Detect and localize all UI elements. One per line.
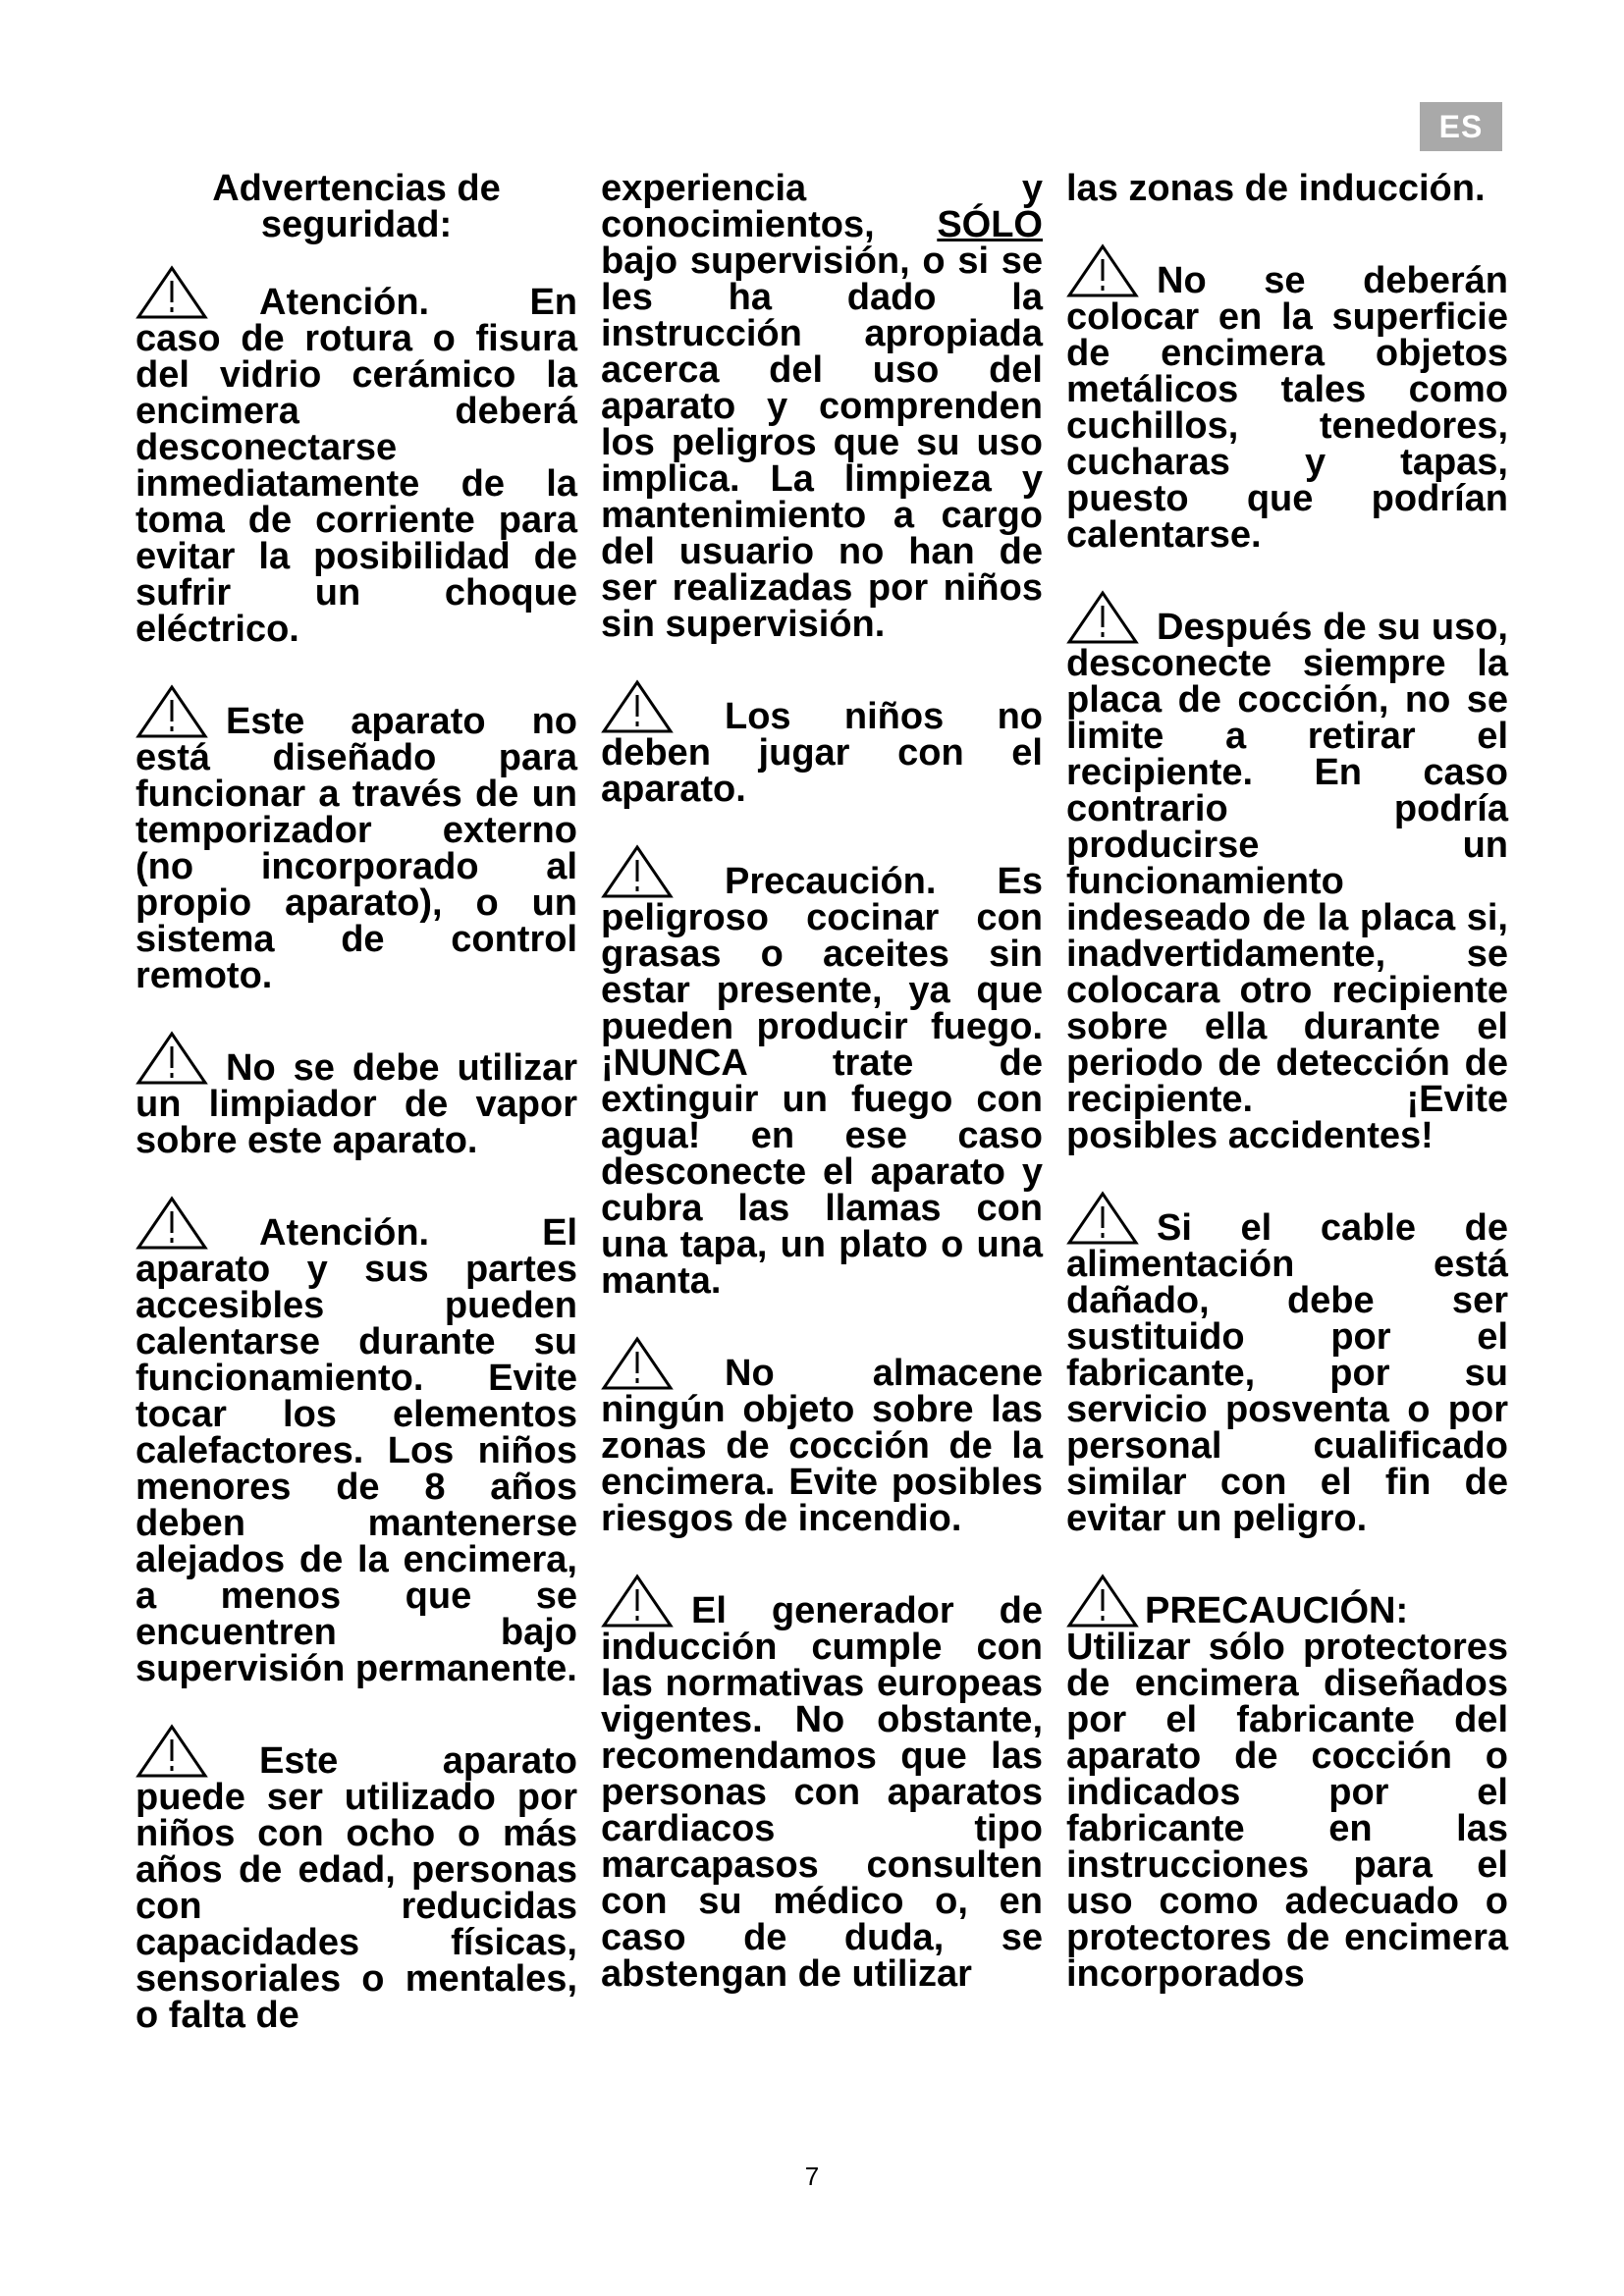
warning-paragraph	[1066, 1574, 1508, 1993]
warning-paragraph	[1066, 243, 1508, 554]
continued-paragraph	[1066, 168, 1508, 209]
paragraph-text: No almacene ningún objeto sobre las zonas de cocción de la encimera. Evite posibles riesgos de incendio.	[601, 1353, 1043, 1539]
warning-triangle-icon	[135, 684, 208, 739]
warning-paragraph	[135, 1724, 577, 2034]
language-badge: ES	[1420, 102, 1502, 151]
warning-triangle-icon	[1066, 1191, 1139, 1246]
warning-paragraph	[1066, 590, 1508, 1154]
paragraph-text: Atención. El aparato y sus partes accesibles pueden calentarse durante su funcionamiento. Evite tocar los elementos calefactores. Los niños menores de 8 años deben mantenerse alejados de la encimera, a menos que se encuentren bajo supervisión permanente.	[135, 1212, 577, 1689]
paragraph-text: bajo supervisión, o si se les ha dado la instrucción apropiada acerca del uso del aparato y comprenden los peligros que su uso implica. La limpieza y mantenimiento a cargo del usuario no han de ser realizadas por niños sin supervisión.	[601, 240, 1043, 645]
warning-triangle-icon	[135, 1196, 208, 1251]
warning-paragraph	[601, 1574, 1043, 1993]
warning-triangle-icon	[135, 1031, 208, 1086]
continued-paragraph	[601, 168, 1043, 645]
warning-triangle-icon	[135, 1724, 208, 1779]
warning-paragraph	[135, 1031, 577, 1159]
paragraph-text: Si el cable de alimentación está dañado, debe ser sustituido por el fabricante, por su servicio posventa o por personal cualificado similar con el fin de evitar un peligro.	[1066, 1207, 1508, 1539]
warning-paragraph	[135, 265, 577, 648]
text-column-1	[135, 168, 577, 2070]
paragraph-text: Precaución. Es peligroso cocinar con grasas o aceites sin estar presente, ya que pueden producir fuego. ¡NUNCA trate de extinguir un fuego con agua! en ese caso desconecte el aparato y cubra las llamas con una tapa, un plato o una manta.	[601, 861, 1043, 1302]
text-column-2	[601, 168, 1043, 2029]
paragraph-text: El generador de inducción cumple con las normativas europeas vigentes. No obstante, recomendamos que las personas con aparatos cardiacos tipo marcapasos consulten con su médico o, en caso de duda, se abstengan de utilizar	[601, 1590, 1043, 1995]
paragraph-text: Después de su uso, desconecte siempre la placa de cocción, no se limite a retirar el recipiente. En caso contrario podría producirse un funcionamiento indeseado de la placa si, inadvertidamente, se colocara otro recipiente sobre ella durante el periodo de detección de recipiente. ¡Evite posibles accidentes!	[1066, 607, 1508, 1156]
warning-triangle-icon	[601, 1336, 674, 1391]
warning-paragraph	[601, 1336, 1043, 1537]
paragraph-text: experiencia y conocimientos,	[601, 168, 1043, 245]
warning-paragraph	[135, 1196, 577, 1687]
warning-triangle-icon	[1066, 590, 1139, 645]
paragraph-text: No se deberán colocar en la superficie de encimera objetos metálicos tales como cuchillos, tenedores, cucharas y tapas, puesto que podrían calentarse.	[1066, 260, 1508, 556]
paragraph-text: Este aparato no está diseñado para funcionar a través de un temporizador externo (no incorporado al propio aparato), o un sistema de control remoto.	[135, 701, 577, 996]
section-heading: Advertencias de seguridad:	[212, 168, 501, 245]
warning-triangle-icon	[135, 265, 208, 320]
warning-paragraph	[601, 844, 1043, 1300]
warning-triangle-icon	[1066, 243, 1139, 298]
warning-paragraph	[1066, 1191, 1508, 1537]
warning-paragraph	[601, 679, 1043, 808]
emphasis-text: SÓLO	[937, 204, 1043, 245]
warning-paragraph	[135, 684, 577, 994]
paragraph-text: Los niños no deben jugar con el aparato.	[601, 696, 1043, 810]
paragraph-text: Este aparato puede ser utilizado por niños con ocho o más años de edad, personas con reducidas capacidades físicas, sensoriales o mentales, o falta de	[135, 1740, 577, 2036]
paragraph-text: No se debe utilizar un limpiador de vapor sobre este aparato.	[135, 1047, 577, 1161]
page-number: 7	[804, 2162, 820, 2191]
paragraph-text: PRECAUCIÓN: Utilizar sólo protectores de encimera diseñados por el fabricante del aparato de cocción o indicados por el fabricante en las instrucciones para el uso como adecuado o protectores de encimera incorporados	[1066, 1590, 1508, 1995]
warning-triangle-icon	[1066, 1574, 1139, 1629]
warning-triangle-icon	[601, 844, 674, 899]
warning-triangle-icon	[601, 1574, 674, 1629]
paragraph-text: las zonas de inducción.	[1066, 168, 1486, 209]
paragraph-text: Atención. En caso de rotura o fisura del vidrio cerámico la encimera deberá desconectarse inmediatamente de la toma de corriente para evitar la posibilidad de sufrir un choque eléctrico.	[135, 282, 577, 650]
text-column-3	[1066, 168, 1508, 2029]
warning-triangle-icon	[601, 679, 674, 734]
